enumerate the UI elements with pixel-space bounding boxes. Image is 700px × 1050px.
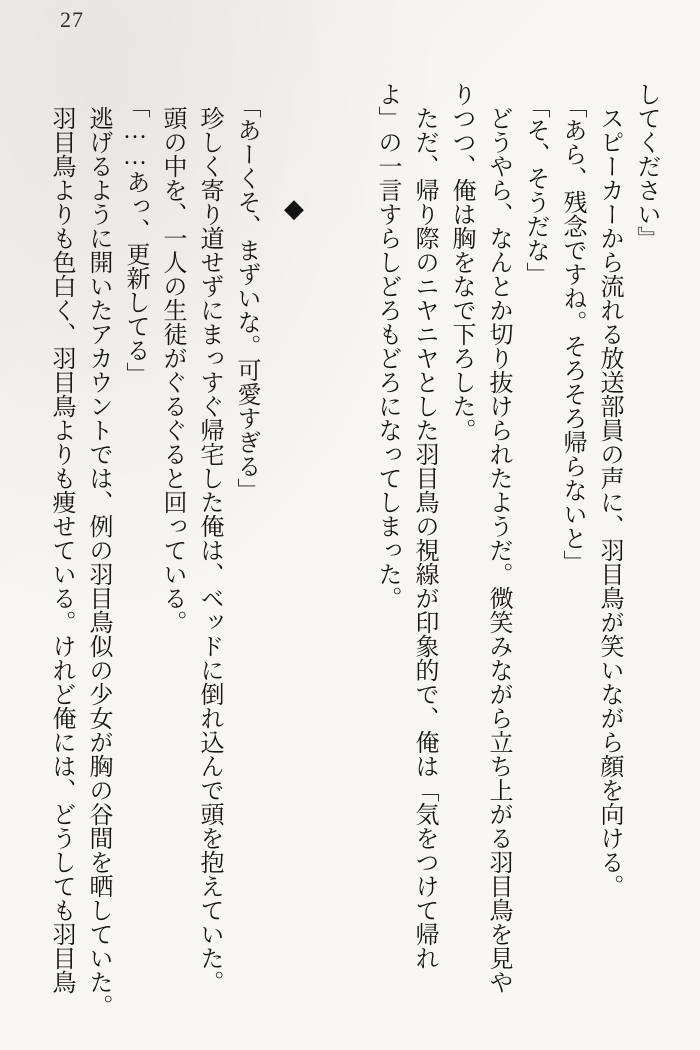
page-number: 27 [60,7,84,32]
text-column: スピーカーから流れる放送部員の声に、羽目鳥が笑いながら顔を向ける。 [596,106,622,898]
text-column: 「そ、そうだな」 [522,94,548,286]
text-column: 羽目鳥よりも色白く、羽目鳥よりも痩せている。けれど俺には、どうしても羽目鳥 [48,106,74,994]
text-column: 「あら、残念ですね。そろそろ帰らないと」 [559,94,585,574]
vertical-text-block [42,82,664,1027]
text-column: 「……あっ、更新してる」 [122,94,148,386]
text-column: してください』 [633,82,659,250]
text-column: りつつ、俺は胸をなで下ろした。 [448,82,474,442]
text-column: 珍しく寄り道せずにまっすぐ帰宅した俺は、ベッドに倒れ込んで頭を抱えていた。 [196,106,222,994]
text-column: よ」の一言すらしどろもどろになってしまった。 [374,82,400,610]
text-column: 逃げるように開いたアカウントでは、例の羽目鳥似の少女が胸の谷間を晒していた。 [85,106,111,1018]
text-column: どうやら、なんとか切り抜けられたようだ。微笑みながら立ち上がる羽目鳥を見や [485,106,511,994]
section-separator-diamond: ◆ [280,194,309,224]
text-column: 「あーくそ、まずいな。可愛すぎる」 [233,94,259,502]
text-column: ただ、帰り際のニヤニヤとした羽目鳥の視線が印象的で、俺は「気をつけて帰れ [411,106,437,970]
text-column: 頭の中を、一人の生徒がぐるぐると回っている。 [159,106,185,634]
